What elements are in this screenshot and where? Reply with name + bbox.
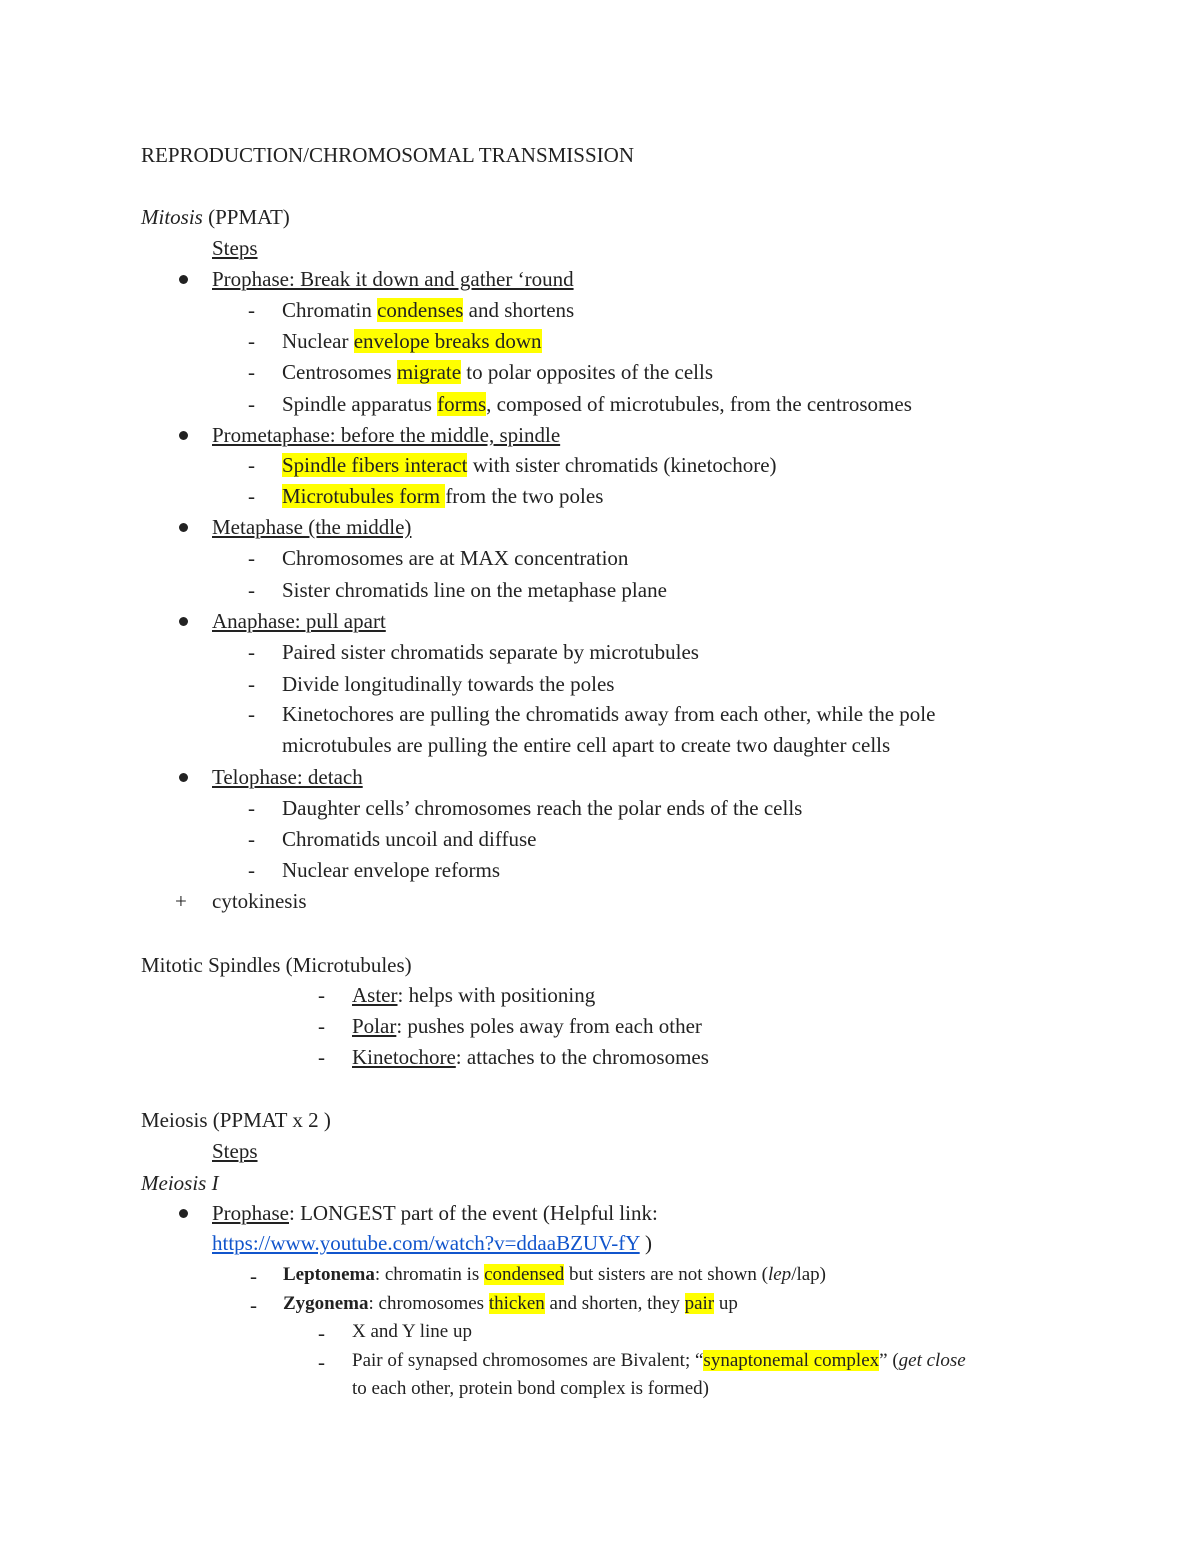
bullet-icon xyxy=(179,275,188,284)
document-title: REPRODUCTION/CHROMOSOMAL TRANSMISSION xyxy=(141,143,634,167)
list-item: Daughter cells’ chromosomes reach the polar ends of the cells xyxy=(282,796,803,820)
dash-marker: - xyxy=(250,1293,257,1317)
list-item xyxy=(282,357,713,387)
highlight-text: thicken xyxy=(488,1293,545,1314)
dash-marker: - xyxy=(248,578,255,602)
dash-marker: - xyxy=(250,1264,257,1288)
dash-marker: - xyxy=(248,640,255,664)
item-text: : attaches to the chromosomes xyxy=(455,1045,709,1069)
mitosis-steps-label: Steps xyxy=(212,236,258,260)
dash-marker: - xyxy=(248,827,255,851)
item-text: but sisters are not shown ( xyxy=(564,1264,768,1285)
item-text: , composed of microtubules, from the centrosomes xyxy=(486,392,912,416)
item-text: ) xyxy=(639,1231,652,1255)
item-text: and shortens xyxy=(463,298,575,322)
mitosis-heading-suffix: (PPMAT) xyxy=(202,205,290,229)
item-text: : helps with positioning xyxy=(397,983,596,1007)
term-text: Polar xyxy=(352,1014,397,1038)
zygonema-item xyxy=(283,1290,738,1318)
highlight-text: envelope breaks down xyxy=(353,329,542,353)
prophase-title: Prophase: Break it down and gather ‘round xyxy=(212,267,574,291)
item-text: from the two poles xyxy=(445,484,604,508)
dash-marker: - xyxy=(248,796,255,820)
list-item: Chromosomes are at MAX concentration xyxy=(282,546,629,570)
dash-marker: - xyxy=(248,484,255,508)
bullet-icon xyxy=(179,431,188,440)
prometaphase-title: Prometaphase: before the middle, spindle xyxy=(212,423,561,447)
list-item: Paired sister chromatids separate by microtubules xyxy=(282,640,699,664)
meiosis-steps-label: Steps xyxy=(212,1139,258,1163)
bullet-icon xyxy=(179,773,188,782)
item-text: : chromosomes xyxy=(368,1293,489,1314)
item-text: with sister chromatids (kinetochore) xyxy=(467,453,777,477)
item-text: /lap) xyxy=(791,1264,827,1285)
term-text: Leptonema xyxy=(283,1264,375,1285)
list-item xyxy=(352,1042,709,1072)
list-item: Nuclear envelope reforms xyxy=(282,858,501,882)
highlight-text: Spindle fibers interact xyxy=(282,453,468,477)
dash-marker: - xyxy=(248,546,255,570)
dash-marker: - xyxy=(248,392,255,416)
dash-marker: - xyxy=(248,453,255,477)
bullet-icon xyxy=(179,1209,188,1218)
item-text: and shorten, they xyxy=(544,1293,685,1314)
term-text: Zygonema xyxy=(283,1293,369,1314)
list-item: Kinetochores are pulling the chromatids away from each other, while the pole xyxy=(282,702,936,726)
list-item xyxy=(352,980,595,1010)
dash-marker: - xyxy=(248,329,255,353)
meiosis-heading: Meiosis (PPMAT x 2 ) xyxy=(141,1108,331,1132)
item-text: : pushes poles away from each other xyxy=(396,1014,702,1038)
spindles-heading: Mitotic Spindles (Microtubules) xyxy=(141,953,412,977)
dash-marker: - xyxy=(318,1321,325,1345)
item-text: ” ( xyxy=(879,1350,899,1371)
dash-marker: - xyxy=(318,983,325,1007)
item-text: Centrosomes xyxy=(282,360,397,384)
meiosis-prophase-item xyxy=(212,1198,658,1228)
item-text: Spindle apparatus xyxy=(282,392,438,416)
term-text: Aster xyxy=(352,983,398,1007)
highlight-text: Microtubules form xyxy=(282,484,446,508)
highlight-text: pair xyxy=(684,1293,715,1314)
bullet-icon xyxy=(179,523,188,532)
italic-text: lep xyxy=(767,1264,792,1285)
item-text: Chromatin xyxy=(282,298,378,322)
mitosis-heading xyxy=(141,202,290,232)
list-item: Chromatids uncoil and diffuse xyxy=(282,827,537,851)
list-item xyxy=(352,1011,702,1041)
list-item xyxy=(282,326,542,356)
plus-icon: + xyxy=(175,889,187,913)
youtube-link[interactable]: https://www.youtube.com/watch?v=ddaaBZUV-fY xyxy=(212,1231,640,1255)
item-text: Pair of synapsed chromosomes are Bivalent; “ xyxy=(352,1350,704,1371)
telophase-title: Telophase: detach xyxy=(212,765,363,789)
italic-text: get close xyxy=(898,1350,966,1371)
sub-list-item xyxy=(352,1347,966,1375)
metaphase-title: Metaphase (the middle) xyxy=(212,515,412,539)
item-text: : LONGEST part of the event (Helpful link: xyxy=(289,1201,658,1225)
dash-marker: - xyxy=(248,702,255,726)
item-text: Nuclear xyxy=(282,329,354,353)
mitosis-heading-text: Mitosis xyxy=(141,205,203,229)
list-item xyxy=(282,389,912,419)
bullet-icon xyxy=(179,617,188,626)
list-item xyxy=(282,481,603,511)
dash-marker: - xyxy=(248,298,255,322)
highlight-text: condensed xyxy=(484,1264,565,1285)
sub-list-item-continuation: to each other, protein bond complex is formed) xyxy=(352,1378,709,1399)
term-text: Prophase xyxy=(212,1201,289,1225)
leptonema-item xyxy=(283,1261,826,1289)
dash-marker: - xyxy=(318,1014,325,1038)
anaphase-title: Anaphase: pull apart xyxy=(212,609,386,633)
list-item-continuation: microtubules are pulling the entire cell apart to create two daughter cells xyxy=(282,733,891,757)
dash-marker: - xyxy=(318,1045,325,1069)
helpful-link-line xyxy=(212,1228,652,1258)
highlight-text: forms xyxy=(437,392,487,416)
dash-marker: - xyxy=(248,672,255,696)
highlight-text: synaptonemal complex xyxy=(703,1350,880,1371)
dash-marker: - xyxy=(248,360,255,384)
list-item: Divide longitudinally towards the poles xyxy=(282,672,615,696)
highlight-text: migrate xyxy=(396,360,462,384)
list-item xyxy=(282,295,574,325)
dash-marker: - xyxy=(318,1350,325,1374)
item-text: up xyxy=(714,1293,738,1314)
list-item: Sister chromatids line on the metaphase plane xyxy=(282,578,667,602)
dash-marker: - xyxy=(248,858,255,882)
term-text: Kinetochore xyxy=(352,1045,456,1069)
sub-list-item: X and Y line up xyxy=(352,1321,472,1342)
item-text: : chromatin is xyxy=(374,1264,485,1285)
meiosis-one-heading: Meiosis I xyxy=(141,1171,219,1195)
cytokinesis-item: cytokinesis xyxy=(212,889,307,913)
highlight-text: condenses xyxy=(377,298,464,322)
list-item xyxy=(282,450,777,480)
item-text: to polar opposites of the cells xyxy=(461,360,713,384)
